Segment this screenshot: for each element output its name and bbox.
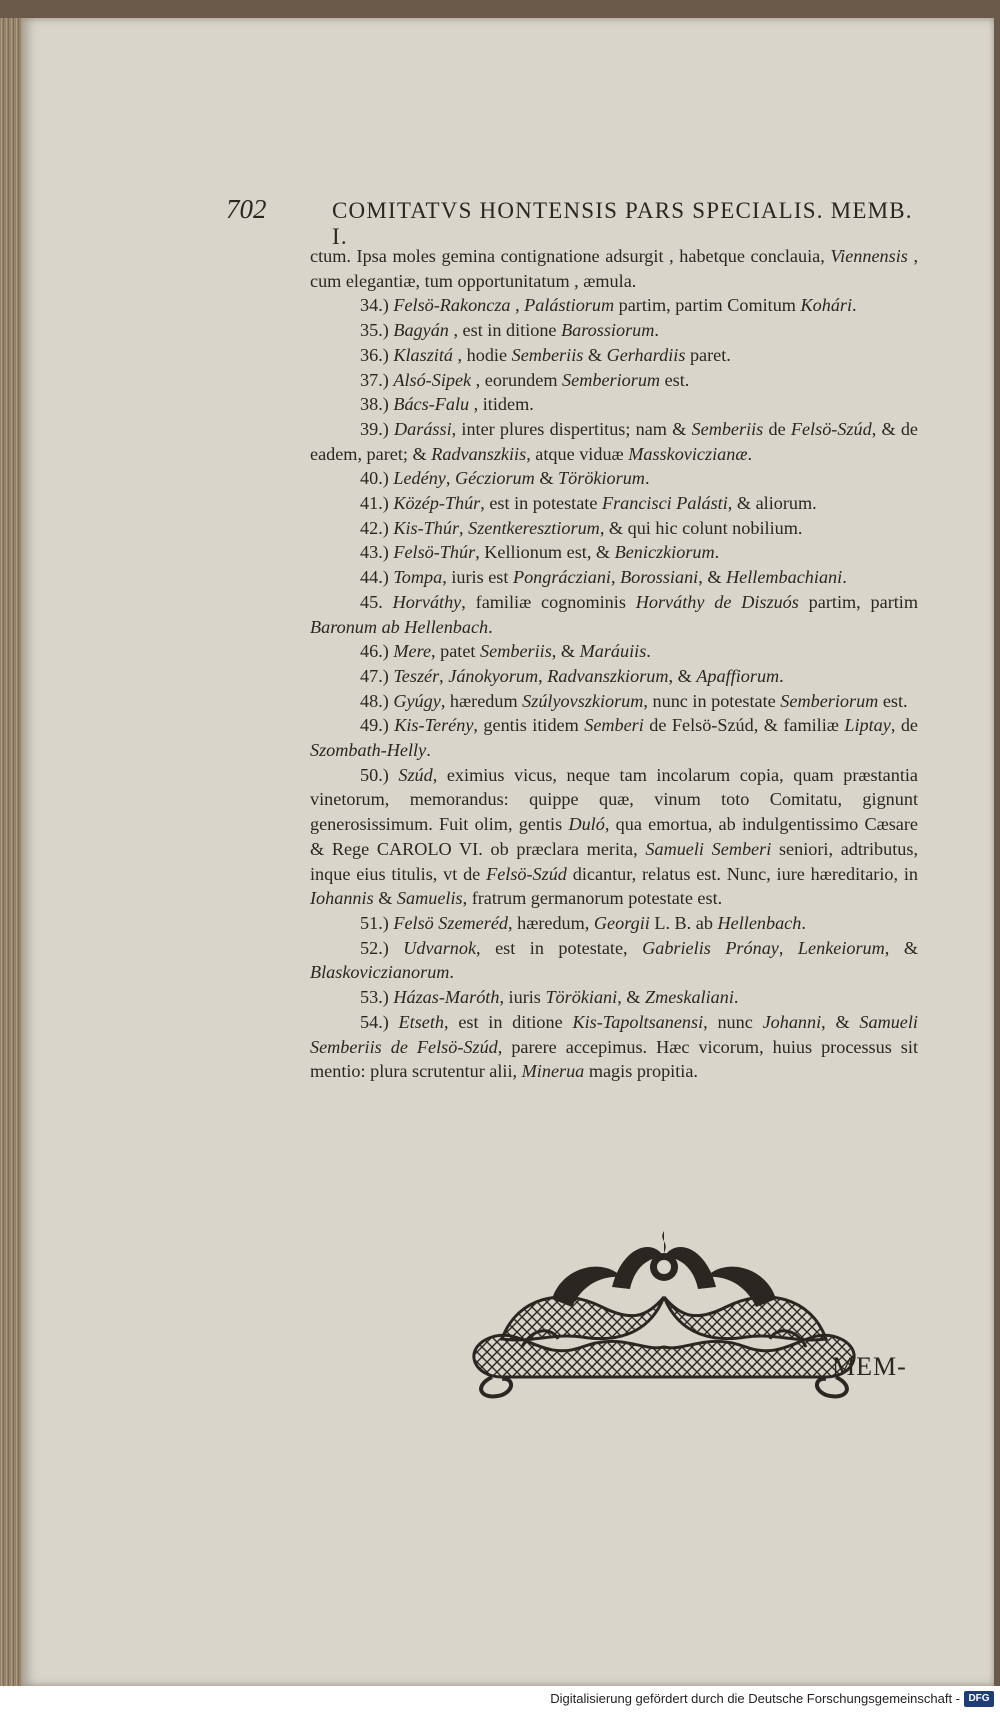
text-run: , bbox=[459, 517, 469, 538]
italic-run: Hellembachiani bbox=[726, 567, 843, 588]
entry-paragraph bbox=[310, 540, 918, 565]
text-run: , bbox=[778, 937, 798, 958]
italic-run: Iohannis bbox=[310, 888, 374, 909]
text-run: , parere accepimus. Hæc vicorum, huius processus sit mentio: plura scrutentur alii, bbox=[310, 1036, 918, 1082]
italic-run: Samueli Semberiis de Felsö-Szúd bbox=[310, 1011, 918, 1057]
page-edge bbox=[0, 18, 22, 1686]
text-run: , gentis itidem bbox=[473, 715, 585, 736]
text-run: . bbox=[449, 962, 454, 983]
text-run: , & de eadem, paret; & bbox=[310, 418, 918, 464]
italic-run: Pongrácziani bbox=[512, 567, 611, 588]
italic-run: Samueli Semberi bbox=[645, 838, 772, 859]
italic-run: Lenkeiorum bbox=[797, 937, 885, 958]
entry-paragraph bbox=[310, 713, 918, 762]
text-run: 51.) bbox=[360, 912, 394, 933]
italic-run: Apaffiorum bbox=[696, 665, 780, 686]
italic-run: Felsö-Szúd bbox=[486, 863, 567, 884]
italic-run: Bagyán bbox=[393, 320, 449, 341]
italic-run: Viennensis bbox=[830, 246, 908, 266]
italic-run: Tompa bbox=[393, 567, 443, 588]
italic-run: Szombath-Helly bbox=[310, 740, 427, 761]
italic-run: Masskoviczianæ bbox=[628, 443, 748, 464]
text-run: 42.) bbox=[360, 517, 394, 538]
italic-run: Mere bbox=[393, 641, 432, 662]
text-run: de bbox=[763, 418, 791, 439]
italic-run: Szúlyovszkiorum bbox=[522, 690, 644, 711]
italic-run: Semberiis bbox=[480, 641, 552, 662]
digitization-footer bbox=[0, 1686, 1000, 1713]
italic-run: Teszér bbox=[393, 665, 440, 686]
text-run: , & bbox=[698, 567, 727, 588]
italic-run: Törökiorum bbox=[558, 468, 645, 489]
text-run: 49.) bbox=[360, 715, 395, 736]
text-run: seniori, adtributus, inque eius titulis, vt de bbox=[310, 838, 918, 884]
running-title: COMITATVS HONTENSIS PARS SPECIALIS. MEMB. I. bbox=[332, 198, 913, 249]
entry-paragraph bbox=[310, 318, 918, 343]
text-run: , est in potestate bbox=[480, 493, 602, 514]
text-run: , & aliorum. bbox=[727, 493, 817, 514]
entry-paragraph bbox=[310, 491, 918, 516]
italic-run: Bács-Falu bbox=[393, 394, 470, 415]
text-run: ctum. Ipsa moles gemina contignatione adsurgit , habetque conclauia, bbox=[310, 246, 831, 266]
text-run: 38.) bbox=[360, 394, 394, 415]
text-run: , de bbox=[890, 715, 918, 736]
text-run: 40.) bbox=[360, 468, 394, 489]
catchword: MEM- bbox=[832, 1352, 907, 1381]
entry-paragraph bbox=[310, 936, 918, 985]
text-run: paret. bbox=[685, 344, 731, 365]
entry-paragraph bbox=[310, 689, 918, 714]
text-run: . bbox=[801, 912, 806, 933]
text-run: 50.) bbox=[360, 764, 399, 785]
entry-paragraph bbox=[310, 466, 918, 491]
text-run: , inter plures dispertitus; nam & bbox=[451, 418, 692, 439]
italic-run: Kohári bbox=[800, 295, 853, 316]
entry-paragraph bbox=[310, 639, 918, 664]
italic-run: Radvanszkiorum bbox=[547, 665, 669, 686]
italic-run: Felsö Szemeréd bbox=[393, 912, 508, 933]
text-run: & bbox=[534, 468, 559, 489]
text-run: & bbox=[373, 888, 397, 909]
text-run: , Kellionum est, & bbox=[475, 542, 615, 563]
text-run: , bbox=[445, 468, 455, 489]
italic-run: Házas-Maróth bbox=[393, 987, 500, 1008]
italic-run: Horváthy bbox=[392, 591, 462, 612]
italic-run: Hellenbach bbox=[717, 912, 802, 933]
italic-run: Samuelis bbox=[396, 888, 463, 909]
text-run: 35.) bbox=[360, 320, 394, 341]
entry-paragraph bbox=[310, 343, 918, 368]
italic-run: Felsö-Rakoncza bbox=[393, 295, 511, 316]
italic-run: Semberiis bbox=[691, 418, 764, 439]
decorative-ornament bbox=[462, 1227, 866, 1401]
italic-run: Felsö-Szúd bbox=[790, 418, 872, 439]
entry-paragraph bbox=[310, 664, 918, 689]
text-run: 48.) bbox=[360, 690, 394, 711]
text-run: . bbox=[733, 987, 739, 1008]
italic-run: Johanni bbox=[762, 1011, 822, 1032]
text-run: , atque viduæ bbox=[526, 443, 629, 464]
entry-paragraph bbox=[310, 911, 918, 936]
text-run: 34.) bbox=[360, 295, 394, 316]
entry-paragraph bbox=[310, 1010, 918, 1084]
text-run: 52.) bbox=[360, 937, 404, 958]
text-run: . bbox=[714, 542, 720, 563]
text-run: magis propitia. bbox=[584, 1061, 698, 1082]
text-run: , bbox=[610, 567, 621, 588]
italic-run: Beniczkiorum bbox=[614, 542, 715, 563]
text-run: , familiæ cognominis bbox=[461, 591, 636, 612]
text-run: , eorundem bbox=[471, 369, 563, 390]
text-run: . bbox=[488, 616, 493, 637]
italic-run: Törökiani bbox=[545, 987, 618, 1008]
text-run: , hodie bbox=[452, 344, 512, 365]
italic-run: Blaskoviczianorum bbox=[310, 962, 450, 983]
italic-run: Gerhardiis bbox=[606, 344, 686, 365]
text-run: , itidem. bbox=[469, 394, 534, 415]
text-run: 39.) bbox=[360, 418, 395, 439]
italic-run: Liptay bbox=[844, 715, 891, 736]
italic-run: Minerua bbox=[521, 1061, 585, 1082]
text-run: , qua emortua, ab indulgentissimo Cæsare & Rege CAROLO VI. ob præclara merita, bbox=[310, 814, 918, 859]
text-run: , bbox=[510, 295, 525, 316]
italic-run: Georgii bbox=[593, 912, 650, 933]
text-run: dicantur, relatus est. Nunc, iure hæreditario, in bbox=[566, 863, 918, 884]
text-run: , nunc bbox=[703, 1011, 763, 1032]
text-run: . bbox=[654, 320, 659, 341]
italic-run: Darássi bbox=[394, 418, 452, 439]
italic-run: Zmeskaliani bbox=[644, 987, 734, 1008]
entry-paragraph bbox=[310, 565, 918, 590]
text-run: est. bbox=[660, 369, 690, 390]
italic-run: Semberiorum bbox=[780, 690, 879, 711]
text-run: , iuris bbox=[499, 987, 546, 1008]
text-run: 41.) bbox=[360, 493, 394, 514]
italic-run: Duló bbox=[568, 814, 605, 835]
entry-paragraph bbox=[310, 368, 918, 393]
text-run: , & bbox=[884, 937, 918, 958]
text-run: , hæredum, bbox=[508, 912, 594, 933]
text-run: 36.) bbox=[360, 344, 394, 365]
footer-credit: Digitalisierung gefördert durch die Deutsche Forschungsgemeinschaft - bbox=[550, 1691, 960, 1706]
page-number: 702 bbox=[226, 194, 267, 224]
text-run: L. B. ab bbox=[649, 912, 718, 933]
italic-run: Baronum ab Hellenbach bbox=[310, 616, 489, 637]
italic-run: Horváthy de Diszuós bbox=[635, 591, 799, 612]
italic-run: Radvanszkiis bbox=[431, 443, 527, 464]
text-run: . bbox=[852, 295, 857, 316]
italic-run: Kis-Tapoltsanensi bbox=[572, 1011, 704, 1032]
italic-run: Kis-Terény bbox=[394, 715, 474, 736]
italic-run: Klaszitá bbox=[393, 344, 453, 365]
text-run: , & bbox=[821, 1011, 860, 1032]
italic-run: Közép-Thúr bbox=[393, 493, 481, 514]
italic-run: Barossiorum bbox=[561, 320, 655, 341]
entry-paragraph bbox=[310, 392, 918, 417]
entry-paragraph bbox=[310, 516, 918, 541]
text-run: , bbox=[538, 665, 548, 686]
text-run: partim, partim bbox=[798, 591, 919, 612]
text-run: 45. bbox=[360, 591, 393, 612]
italic-run: Gabrielis Prónay bbox=[642, 937, 779, 958]
text-run: . bbox=[426, 740, 431, 761]
italic-run: Gyúgy bbox=[393, 690, 441, 711]
text-run: , bbox=[439, 665, 449, 686]
text-run: , fratrum germanorum potestate est. bbox=[462, 888, 723, 909]
text-run: , est in potestate, bbox=[476, 937, 643, 958]
italic-run: Jánokyorum bbox=[448, 665, 539, 686]
italic-run: Felsö-Thúr bbox=[393, 542, 476, 563]
italic-run: Szúd bbox=[398, 764, 433, 785]
text-run: , iuris est bbox=[442, 567, 513, 588]
entry-paragraph bbox=[310, 417, 918, 466]
italic-run: Borossiani bbox=[620, 567, 699, 588]
italic-run: Etseth bbox=[398, 1011, 445, 1032]
text-run: 43.) bbox=[360, 542, 394, 563]
italic-run: Semberiis bbox=[511, 344, 584, 365]
text-run: . bbox=[644, 468, 650, 489]
text-run: 54.) bbox=[360, 1011, 399, 1032]
text-run: 53.) bbox=[360, 987, 394, 1008]
italic-run: Ledény bbox=[393, 468, 446, 489]
italic-run: Alsó-Sipek bbox=[393, 369, 472, 390]
text-run: , eximius vicus, neque tam incolarum copia, quam præstantia vinetorum, memorandus: quippe quæ, vinum toto Comitatu, gignunt generosissimum. Fuit olim, gentis bbox=[310, 764, 918, 835]
text-run: & bbox=[583, 344, 607, 365]
italic-run: Udvarnok bbox=[403, 937, 477, 958]
text-run: , nunc in potestate bbox=[643, 690, 781, 711]
text-run: 37.) bbox=[360, 369, 394, 390]
text-run: 46.) bbox=[360, 641, 394, 662]
text-run: de Felsö-Szúd, & familiæ bbox=[643, 715, 845, 736]
italic-run: Francisci Palásti bbox=[601, 493, 728, 514]
entry-paragraph bbox=[310, 985, 918, 1010]
text-run: , hæredum bbox=[440, 690, 523, 711]
entry-paragraph bbox=[310, 763, 918, 911]
entry-paragraph bbox=[310, 590, 918, 639]
text-run: partim, partim Comitum bbox=[614, 295, 801, 316]
italic-run: Semberi bbox=[584, 715, 644, 736]
italic-run: Kis-Thúr bbox=[393, 517, 460, 538]
italic-run: Semberiorum bbox=[562, 369, 661, 390]
text-run: , est in ditione bbox=[448, 320, 562, 341]
text-run: , & bbox=[551, 641, 580, 662]
italic-run: Szentkeresztiorum bbox=[468, 517, 600, 538]
dfg-logo: DFG bbox=[964, 1691, 994, 1707]
italic-run: Gécziorum bbox=[454, 468, 535, 489]
text-run: . bbox=[842, 567, 847, 588]
text-run: , est in ditione bbox=[444, 1011, 573, 1032]
text-run: . bbox=[646, 641, 651, 662]
text-run: , cum elegantiæ, tum opportunitatum , æmula. bbox=[310, 246, 919, 291]
text-run: 47.) bbox=[360, 665, 394, 686]
italic-run: Maráuiis bbox=[579, 641, 647, 662]
body-text bbox=[310, 244, 918, 1084]
text-run: , patet bbox=[431, 641, 481, 662]
text-run: . bbox=[747, 443, 752, 464]
page-header bbox=[226, 188, 918, 249]
text-run: , & bbox=[668, 665, 697, 686]
italic-run: Palástiorum bbox=[524, 295, 615, 316]
text-run: est. bbox=[878, 690, 908, 711]
text-run: , & bbox=[617, 987, 645, 1008]
text-run: . bbox=[779, 665, 784, 686]
continuation-paragraph bbox=[310, 244, 918, 293]
text-run: , & qui hic colunt nobilium. bbox=[599, 517, 803, 538]
entry-paragraph bbox=[310, 293, 918, 318]
text-run: 44.) bbox=[360, 567, 394, 588]
